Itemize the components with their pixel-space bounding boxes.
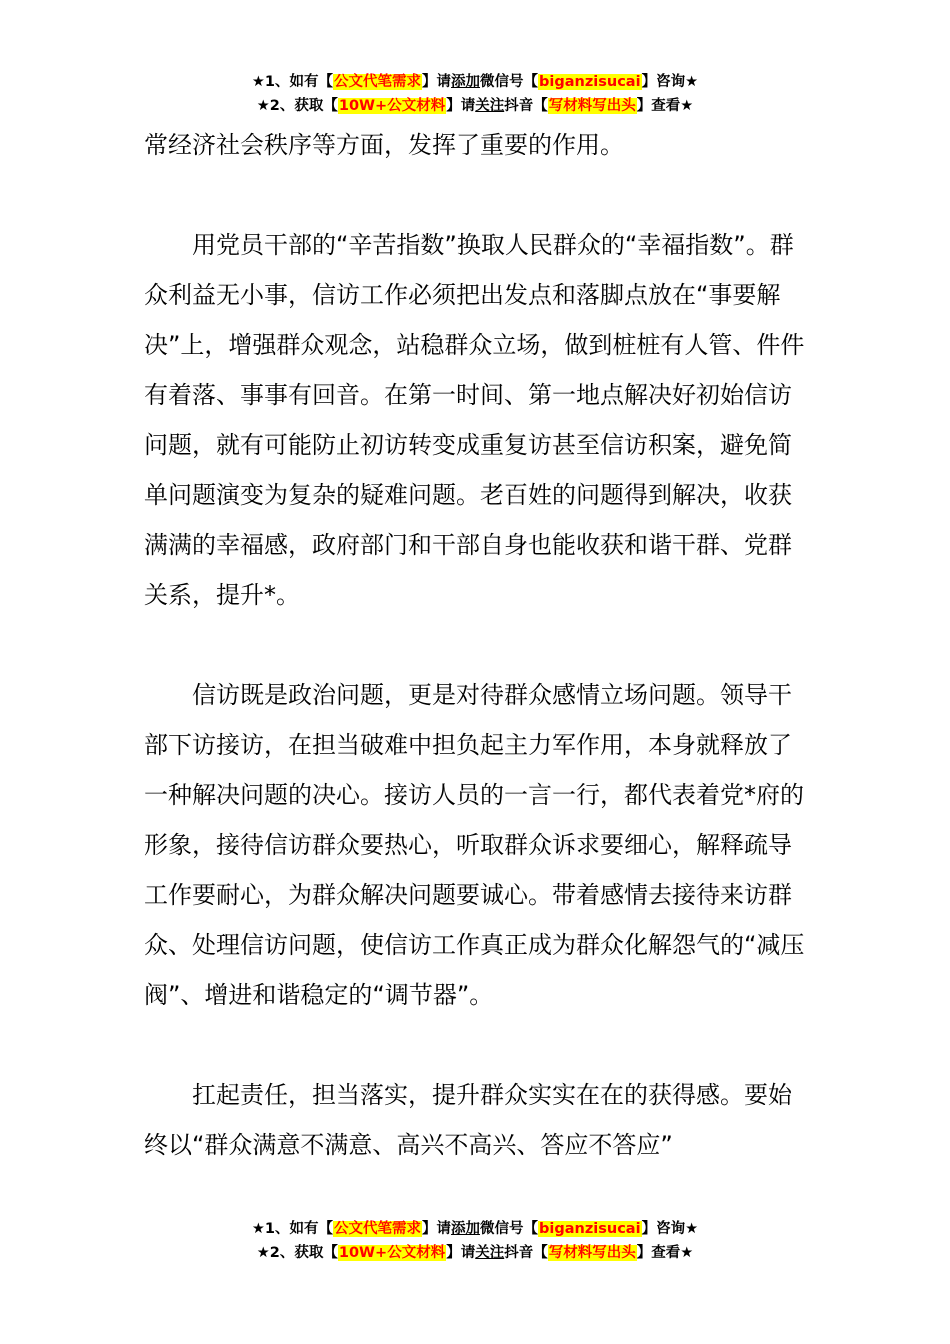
banner-text: 】咨询★: [641, 1221, 699, 1237]
banner-text: 微信号【: [480, 1221, 539, 1237]
banner-text: ★2、获取【: [256, 1245, 338, 1261]
highlight-materials: 10W+公文材料: [338, 1245, 446, 1261]
header-banner: [0, 70, 950, 118]
banner-text: 】请: [422, 1221, 452, 1237]
banner-underline: 关注: [475, 98, 505, 114]
paragraph-continuation: 常经济社会秩序等方面，发挥了重要的作用。: [144, 131, 624, 159]
highlight-wechat-id: biganzisucai: [539, 74, 641, 90]
banner-text: 微信号【: [480, 74, 539, 90]
highlight-douyin-id: 写材料写出头: [548, 98, 636, 114]
banner-text: ★1、如有【: [251, 1221, 334, 1237]
highlight-materials: 10W+公文材料: [338, 98, 446, 114]
highlight-wechat-id: biganzisucai: [539, 1221, 641, 1237]
banner-text: 】请: [446, 1245, 476, 1261]
banner-text: 抖音【: [504, 98, 548, 114]
banner-underline: 关注: [475, 1245, 505, 1261]
banner-text: 抖音【: [504, 1245, 548, 1261]
footer-banner-line-2: [0, 1241, 950, 1265]
banner-underline: 添加: [451, 74, 481, 90]
highlight-service: 公文代笔需求: [334, 1221, 422, 1237]
banner-text: 】查看★: [636, 1245, 694, 1261]
document-body: [144, 120, 814, 1170]
banner-text: 】请: [422, 74, 452, 90]
footer-banner-line-1: [0, 1217, 950, 1241]
footer-banner: [0, 1217, 950, 1265]
highlight-douyin-id: 写材料写出头: [548, 1245, 636, 1261]
paragraph-responsibility: 扛起责任，担当落实，提升群众实实在在的获得感。要始终以“群众满意不满意、高兴不高兴、答应不答应”: [144, 1081, 792, 1159]
banner-text: ★2、获取【: [256, 98, 338, 114]
paragraph-happiness-index: 用党员干部的“辛苦指数”换取人民群众的“幸福指数”。群众利益无小事，信访工作必须把出发点和落脚点放在“事要解决”上，增强群众观念，站稳群众立场，做到桩桩有人管、件件有着落、事事有回音。在第一时间、第一地点解决好初始信访问题，就有可能防止初访转变成重复访甚至信访积案，避免简单问题演变为复杂的疑难问题。老百姓的问题得到解决，收获满满的幸福感，政府部门和干部自身也能收获和谐干群、党群关系，提升*。: [144, 231, 805, 609]
paragraph-political-issue: 信访既是政治问题，更是对待群众感情立场问题。领导干部下访接访，在担当破难中担负起主力军作用，本身就释放了一种解决问题的决心。接访人员的一言一行，都代表着党*府的形象，接待信访群众要热心，听取群众诉求要细心，解释疏导工作要耐心，为群众解决问题要诚心。带着感情去接待来访群众、处理信访问题，使信访工作真正成为群众化解怨气的“减压阀”、增进和谐稳定的“调节器”。: [144, 681, 805, 1009]
banner-text: 】请: [446, 98, 476, 114]
banner-text: 】咨询★: [641, 74, 699, 90]
highlight-service: 公文代笔需求: [334, 74, 422, 90]
banner-text: 】查看★: [636, 98, 694, 114]
banner-underline: 添加: [451, 1221, 481, 1237]
banner-line-1: [0, 70, 950, 94]
banner-text: ★1、如有【: [251, 74, 334, 90]
banner-line-2: [0, 94, 950, 118]
